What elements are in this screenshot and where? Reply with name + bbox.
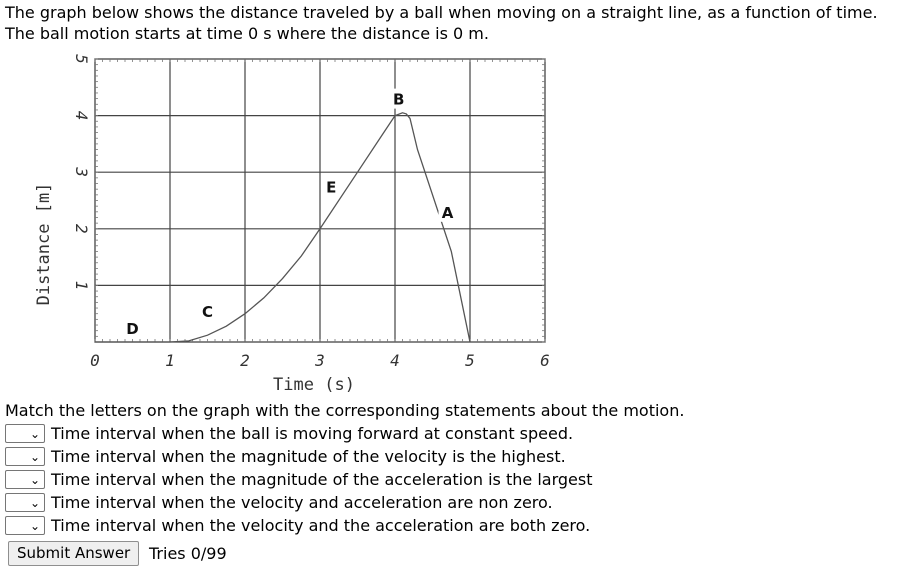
- chevron-down-icon: ⌄: [30, 427, 41, 441]
- x-tick-label: 2: [240, 351, 250, 370]
- chevron-down-icon: ⌄: [30, 519, 41, 533]
- x-tick-label: 3: [315, 351, 325, 370]
- statement-list: [5, 422, 592, 537]
- x-tick-label: 5: [465, 351, 475, 370]
- statement-text: Time interval when the velocity and acceleration are non zero.: [51, 493, 553, 512]
- statement-text: Time interval when the velocity and the acceleration are both zero.: [51, 516, 591, 535]
- distance-curve: [95, 113, 470, 342]
- x-axis-label: Time (s): [273, 375, 355, 395]
- point-label-b: B: [393, 90, 405, 109]
- statement-row: [5, 491, 592, 514]
- x-tick-label: 6: [540, 351, 550, 370]
- point-label-a: A: [441, 203, 454, 222]
- statement-row: [5, 514, 592, 537]
- y-tick-label: 5: [72, 54, 91, 64]
- chevron-down-icon: ⌄: [30, 450, 41, 464]
- y-tick-label: 1: [72, 280, 91, 291]
- statement-text: Time interval when the ball is moving forward at constant speed.: [51, 424, 574, 443]
- point-label-e: E: [326, 178, 337, 197]
- statement-text: Time interval when the magnitude of the acceleration is the largest: [51, 470, 593, 489]
- x-tick-label: 1: [165, 351, 175, 370]
- letter-select[interactable]: [5, 470, 45, 489]
- y-tick-label: 3: [72, 167, 91, 178]
- submit-answer-button[interactable]: Submit Answer: [8, 541, 139, 566]
- letter-select[interactable]: [5, 516, 45, 535]
- statement-row: [5, 445, 592, 468]
- x-tick-label: 4: [390, 351, 400, 370]
- point-label-c: C: [201, 302, 214, 321]
- intro-line-1: The graph below shows the distance traveled by a ball when moving on a straight line, as a function of time.: [5, 3, 878, 22]
- intro-line-2: The ball motion starts at time 0 s where the distance is 0 m.: [5, 24, 489, 43]
- statement-row: [5, 468, 592, 491]
- match-prompt: Match the letters on the graph with the corresponding statements about the motion.: [5, 401, 685, 420]
- tries-counter: Tries 0/99: [149, 544, 227, 563]
- distance-time-chart: [0, 44, 600, 399]
- intro-text: [5, 2, 919, 44]
- y-tick-label: 2: [72, 223, 91, 234]
- letter-select[interactable]: [5, 447, 45, 466]
- chevron-down-icon: ⌄: [30, 473, 41, 487]
- y-tick-label: 4: [72, 110, 91, 121]
- y-axis-label: Distance [m]: [34, 182, 54, 306]
- statement-text: Time interval when the magnitude of the velocity is the highest.: [51, 447, 566, 466]
- statement-row: [5, 422, 592, 445]
- letter-select[interactable]: [5, 424, 45, 443]
- point-label-d: D: [126, 319, 139, 338]
- chevron-down-icon: ⌄: [30, 496, 41, 510]
- letter-select[interactable]: [5, 493, 45, 512]
- x-tick-label: 0: [90, 351, 100, 370]
